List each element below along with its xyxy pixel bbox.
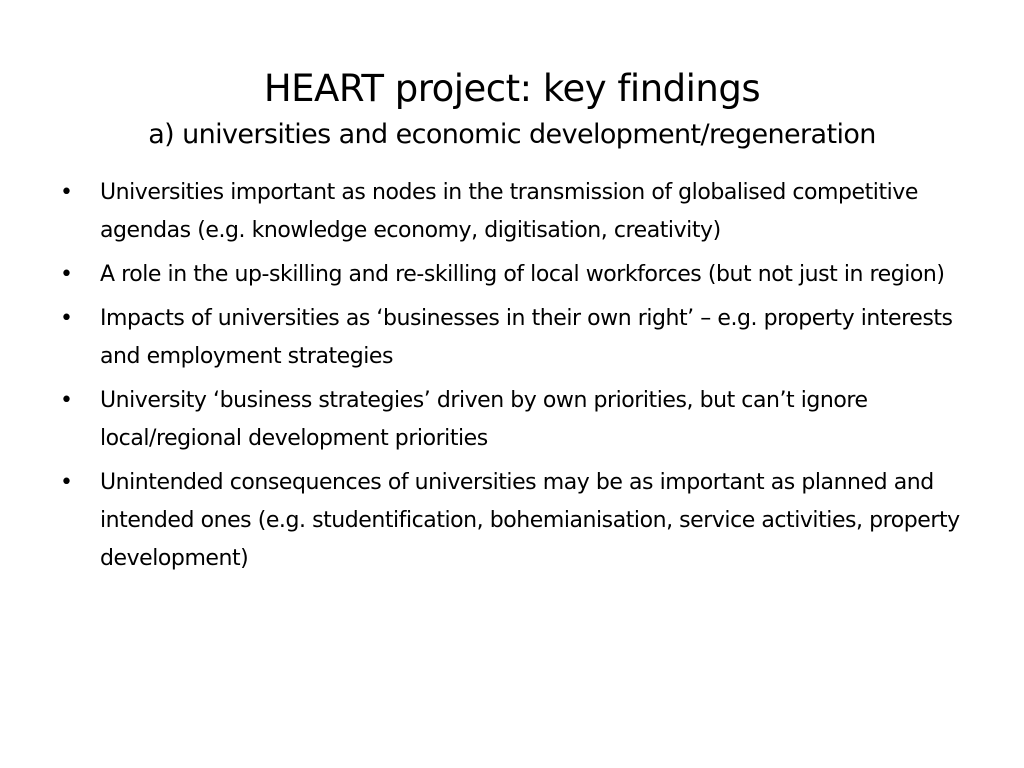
- bullet-item: [60, 174, 960, 250]
- bullet-icon: •: [60, 470, 73, 495]
- bullet-text: A role in the up-skilling and re-skilling of local workforces (but not just in region): [100, 262, 945, 287]
- bullet-text: Unintended consequences of universities may be as important as planned and intended ones (e.g. studentification, bohemianisation, service activities, property development): [100, 470, 960, 571]
- bullet-icon: •: [60, 180, 73, 205]
- bullet-text: Impacts of universities as ‘businesses in their own right’ – e.g. property interests and employment strategies: [100, 306, 953, 369]
- bullet-item: [60, 300, 960, 376]
- slide-title: HEART project: key findings: [263, 67, 761, 110]
- bullet-icon: •: [60, 306, 73, 331]
- slide-subtitle: a) universities and economic development/regeneration: [148, 119, 876, 150]
- bullet-list: [60, 174, 960, 584]
- bullet-icon: •: [60, 262, 73, 287]
- title-block: [40, 66, 984, 154]
- bullet-item: [60, 382, 960, 458]
- bullet-item: [60, 464, 960, 578]
- bullet-text: University ‘business strategies’ driven by own priorities, but can’t ignore local/regional development priorities: [100, 388, 868, 451]
- bullet-icon: •: [60, 388, 73, 413]
- bullet-text: Universities important as nodes in the transmission of globalised competitive agendas (e.g. knowledge economy, digitisation, creativity): [100, 180, 918, 243]
- bullet-item: [60, 256, 960, 294]
